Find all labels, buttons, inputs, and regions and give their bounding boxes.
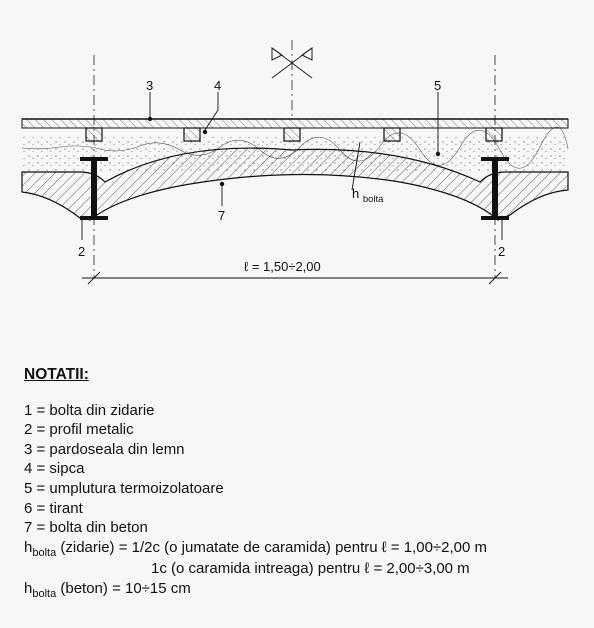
- note-item: 2 = profil metalic: [24, 421, 134, 439]
- callout-5: 5: [434, 78, 442, 93]
- h-zidarie-text: (zidarie) = 1/2c (o jumatate de caramida) pentru ℓ = 1,00÷2,00 m: [56, 538, 487, 556]
- h-subscript: bolta: [32, 546, 57, 559]
- note-item: 5 = umplutura termoizolatoare: [24, 479, 224, 497]
- callout-4: 4: [214, 78, 222, 93]
- h-subscript: bolta: [32, 587, 57, 600]
- wood-floor: [22, 119, 568, 128]
- note-item: 1 = bolta din zidarie: [24, 401, 155, 419]
- h-symbol: h: [24, 538, 33, 556]
- notes-section: [24, 365, 584, 601]
- note-item: 4 = sipca: [24, 460, 85, 478]
- h-bolta-zidarie-line-2: [24, 559, 584, 579]
- callout-2-right: 2: [498, 244, 506, 259]
- h-bolta-beton-line: [24, 579, 584, 601]
- h-symbol: h: [24, 579, 33, 597]
- h-beton-text: (beton) = 10÷15 cm: [56, 579, 191, 597]
- callout-2-left: 2: [78, 244, 86, 259]
- span-label: ℓ = 1,50÷2,00: [244, 259, 321, 274]
- h-bolta-zidarie-line: [24, 538, 584, 560]
- notes-list: [24, 401, 584, 538]
- note-item: 3 = pardoseala din lemn: [24, 440, 185, 458]
- notes-title: NOTATII:: [24, 366, 89, 383]
- callout-7: 7: [218, 208, 226, 223]
- h-bolta-label: [352, 186, 384, 205]
- note-item: 6 = tirant: [24, 499, 83, 517]
- h-bolta-main: h: [352, 186, 360, 201]
- note-item: 7 = bolta din beton: [24, 519, 148, 537]
- floor-section-drawing: [0, 0, 594, 300]
- callout-3: 3: [146, 78, 154, 93]
- axis-symbol: [272, 48, 312, 78]
- h-bolta-sub: bolta: [362, 194, 384, 205]
- h-zidarie-text-2: 1c (o caramida intreaga) pentru ℓ = 2,00÷3,00 m: [151, 560, 470, 578]
